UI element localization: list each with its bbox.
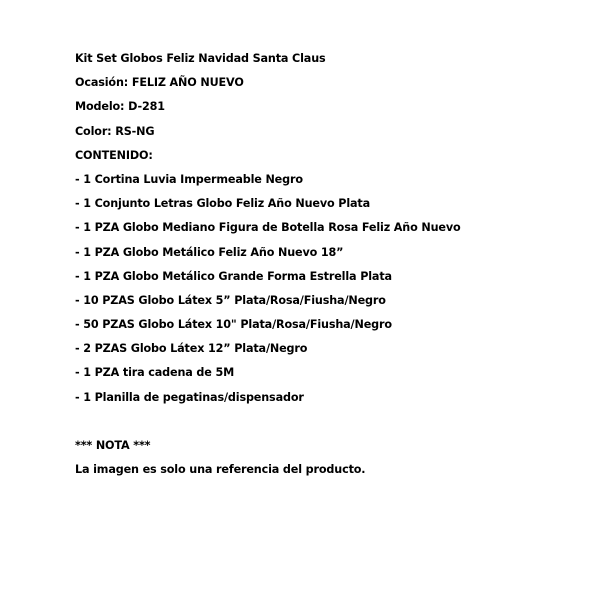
list-item: - 1 Conjunto Letras Globo Feliz Año Nuevo Plata [75, 197, 371, 211]
color-line: Color: RS-NG [75, 124, 155, 138]
list-item: - 1 PZA Globo Metálico Grande Forma Estrella Plata [75, 269, 392, 283]
list-item: - 10 PZAS Globo Látex 5” Plata/Rosa/Fiusha/Negro [75, 293, 386, 307]
list-item: - 2 PZAS Globo Látex 12” Plata/Negro [75, 342, 308, 356]
list-item: - 1 Planilla de pegatinas/dispensador [75, 390, 304, 404]
list-item: - 1 Cortina Luvia Impermeable Negro [75, 172, 303, 186]
contents-header: CONTENIDO: [75, 148, 153, 162]
contents-list [75, 171, 585, 413]
list-item: - 1 PZA tira cadena de 5M [75, 366, 235, 380]
occasion-line: Ocasión: FELIZ AÑO NUEVO [75, 76, 244, 90]
note-text: La imagen es solo una referencia del producto. [75, 463, 366, 477]
list-item: - 1 PZA Globo Mediano Figura de Botella Rosa Feliz Año Nuevo [75, 221, 461, 235]
list-item: - 1 PZA Globo Metálico Feliz Año Nuevo 18” [75, 245, 344, 259]
list-item: - 50 PZAS Globo Látex 10" Plata/Rosa/Fiusha/Negro [75, 318, 392, 332]
product-title: Kit Set Globos Feliz Navidad Santa Claus [75, 52, 326, 65]
product-description [75, 50, 585, 485]
note-header: *** NOTA *** [75, 439, 151, 452]
blank-line [75, 413, 585, 437]
model-line: Modelo: D-281 [75, 100, 165, 114]
